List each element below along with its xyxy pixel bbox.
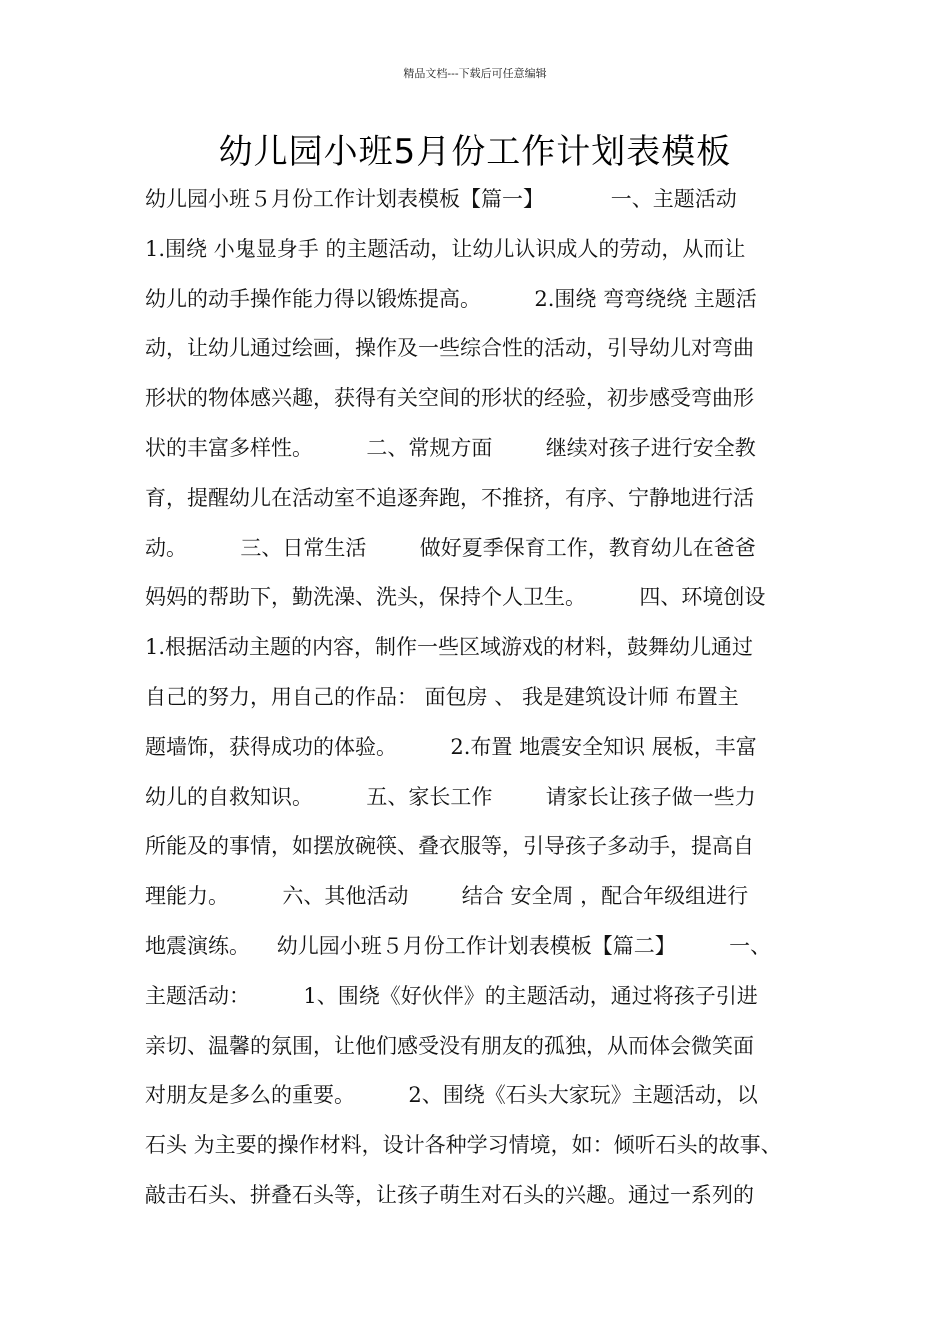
document-title: 幼儿园小班5月份工作计划表模板 [218, 132, 732, 172]
body-line: 地震演练。 幼儿园小班５月份工作计划表模板【篇二】 一、 [145, 933, 772, 958]
page-header-note: 精品文档---下载后可任意编辑 [403, 67, 547, 80]
body-line: 对朋友是多么的重要。 2、围绕《石头大家玩》主题活动，以 [145, 1083, 758, 1108]
body-line: 1.根据活动主题的内容，制作一些区域游戏的材料，鼓舞幼儿通过 [145, 635, 754, 660]
body-line: 动。 三、日常生活 做好夏季保育工作，教育幼儿在爸爸 [145, 535, 756, 560]
body-line: 理能力。 六、其他活动 结合 安全周 ，配合年级组进行 [145, 884, 749, 909]
body-line: 幼儿园小班５月份工作计划表模板【篇一】 一、主题活动 [145, 187, 737, 211]
body-line: 妈妈的帮助下，勤洗澡、洗头，保持个人卫生。 四、环境创设 [145, 585, 766, 610]
body-line: 题墙饰，获得成功的体验。 2.布置 地震安全知识 展板，丰富 [145, 734, 757, 759]
body-line: 主题活动： 1、围绕《好伙伴》的主题活动，通过将孩子引进 [145, 983, 758, 1008]
document-body [145, 175, 835, 1221]
body-line: 动，让幼儿通过绘画，操作及一些综合性的活动，引导幼儿对弯曲 [145, 336, 754, 361]
body-line: 状的丰富多样性。 二、常规方面 继续对孩子进行安全教 [145, 435, 756, 460]
body-line: 幼儿的自救知识。 五、家长工作 请家长让孩子做一些力 [145, 784, 756, 809]
body-line: 1.围绕 小鬼显身手 的主题活动，让幼儿认识成人的劳动，从而让 [145, 236, 746, 261]
body-line: 石头 为主要的操作材料，设计各种学习情境，如：倾听石头的故事、 [145, 1133, 782, 1158]
body-line: 幼儿的动手操作能力得以锻炼提高。 2.围绕 弯弯绕绕 主题活 [145, 286, 757, 311]
body-line: 育，提醒幼儿在活动室不追逐奔跑，不推挤，有序、宁静地进行活 [145, 485, 754, 510]
body-line: 所能及的事情，如摆放碗筷、叠衣服等，引导孩子多动手，提高自 [145, 834, 754, 859]
body-line: 形状的物体感兴趣，获得有关空间的形状的经验，初步感受弯曲形 [145, 386, 754, 411]
body-line: 自己的努力，用自己的作品： 面包房 、 我是建筑设计师 布置主 [145, 684, 739, 709]
body-line: 亲切、温馨的氛围，让他们感受没有朋友的孤独，从而体会微笑面 [145, 1033, 754, 1058]
body-line: 敲击石头、拼叠石头等，让孩子萌生对石头的兴趣。通过一系列的 [145, 1182, 754, 1207]
